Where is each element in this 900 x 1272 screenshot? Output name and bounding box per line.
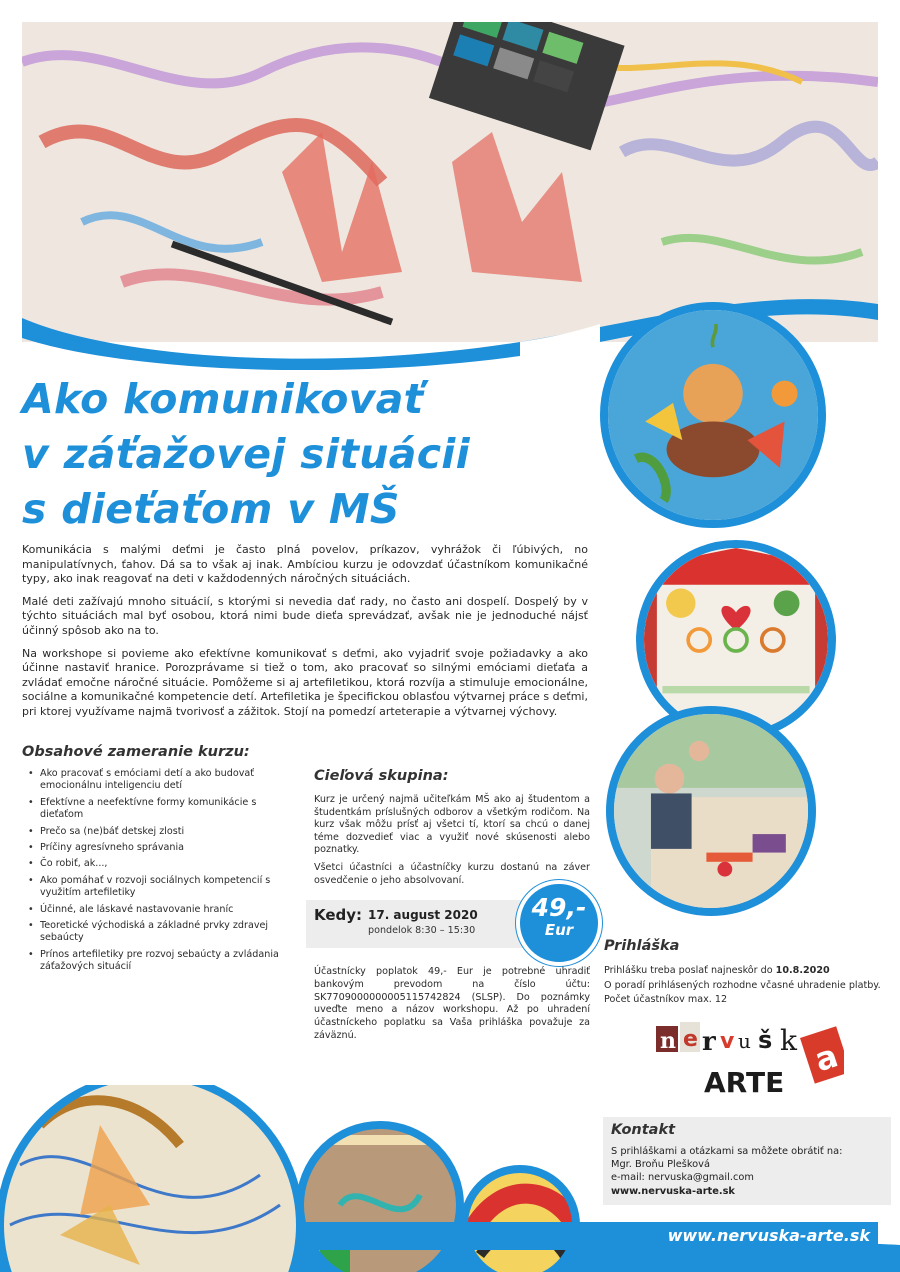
intro-paragraph-1: Komunikácia s malými deťmi je často plná povelov, príkazov, vyhrážok či ľúbivých, no manipulatívnych, ťahov. Dá sa to však aj inak. Ambíciou kurzu je odovzdať účastníkom komunikačné typy, ako inak reagovať na deti v každodenných náročných situáciách. [22, 543, 588, 586]
registration-order-note: O poradí prihlásených rozhodne včasné uhradenie platby. [604, 979, 881, 991]
list-item: • Príčiny agresívneho správania [26, 842, 286, 854]
price-currency: Eur [544, 921, 574, 939]
onion-painting-circle [600, 302, 826, 528]
content-list [26, 768, 286, 978]
list-item: • Prečo sa (ne)báť detskej zlosti [26, 826, 286, 838]
target-text [314, 794, 590, 892]
registration-text [604, 964, 894, 1008]
footer-bar [300, 1222, 878, 1250]
price-badge [516, 880, 602, 966]
logo-letter: n [660, 1028, 676, 1054]
list-item: • Ako pracovať s emóciami detí a ako budovať emocionálnu inteligenciu detí [26, 768, 286, 793]
footer-website-link[interactable]: www.nervuska-arte.sk [667, 1226, 870, 1245]
list-item: • Teoretické východiská a základné prvky zdravej sebaúcty [26, 920, 286, 945]
children-classroom-circle [606, 706, 816, 916]
list-item: • Čo robiť, ak..., [26, 858, 286, 870]
logo-subtitle: ARTE [704, 1066, 785, 1098]
fee-text: Účastnícky poplatok 49,- Eur je potrebné uhradiť bankovým prevodom na číslo účtu: SK7709000000005115742824 (SLSP). Do poznámky uveďte meno a názov workshopu. Až po uhradení účastníckeho poplatku sa Vaša prihláška považuje za záväznú. [314, 966, 590, 1041]
contact-intro: S prihláškami a otázkami sa môžete obrátiť na: [611, 1146, 843, 1157]
event-date: 17. august 2020 [368, 908, 478, 922]
event-time: pondelok 8:30 – 15:30 [368, 925, 476, 936]
poster-title [22, 372, 602, 537]
logo-letter: r [702, 1027, 716, 1057]
content-heading: Obsahové zameranie kurzu: [22, 744, 250, 760]
contact-email[interactable]: e-mail: nervuska@gmail.com [611, 1172, 754, 1184]
registration-deadline-date: 10.8.2020 [775, 965, 830, 976]
logo-letter: v [720, 1029, 735, 1054]
title-line-3: s dieťaťom v MŠ [22, 485, 400, 533]
logo-letter: a [810, 1036, 843, 1080]
list-item: • Účinné, ale láskavé nastavovanie hraníc [26, 904, 286, 916]
logo-letter: u [738, 1029, 751, 1053]
target-heading: Cieľová skupina: [314, 768, 449, 784]
when-label: Kedy: [314, 906, 363, 924]
title-line-2: v záťažovej situácii [22, 430, 471, 478]
contact-heading: Kontakt [611, 1122, 676, 1138]
contact-name: Mgr. Broňu Plešková [611, 1159, 710, 1171]
when-box [306, 900, 542, 948]
list-item: • Ako pomáhať v rozvoji sociálnych kompetencií s využitím artefiletiky [26, 875, 286, 900]
logo-letter: e [683, 1027, 698, 1052]
list-item: • Prínos artefiletiky pre rozvoj sebaúcty a zvládania záťažových situácií [26, 949, 286, 974]
logo-letter: š [758, 1026, 773, 1054]
title-line-1: Ako komunikovať [22, 375, 424, 423]
registration-heading: Prihláška [604, 938, 680, 954]
logo-letter: k [780, 1024, 797, 1057]
target-paragraph-2: Všetci účastníci a účastníčky kurzu dostanú na záver osvedčenie o jeho absolvovaní. [314, 861, 590, 886]
list-item: • Efektívne a neefektívne formy komunikácie s dieťaťom [26, 797, 286, 822]
registration-deadline-label: Prihlášku treba poslať najneskôr do [604, 965, 776, 976]
price-amount: 49,- [531, 893, 587, 922]
target-paragraph-1: Kurz je určený najmä učiteľkám MŠ ako aj študentom a študentkám príslušných odborov a všetkým rodičom. Na kurz však môžu prísť aj všetci tí, ktorí sa chcú o danej téme dozvedieť viac a využiť nové skúsenosti alebo poznatky. [314, 794, 590, 856]
intro-text [22, 543, 588, 728]
contact-web-link[interactable]: www.nervuska-arte.sk [611, 1185, 735, 1197]
intro-paragraph-2: Malé deti zažívajú mnoho situácií, s ktorými si nevedia dať rady, no často ani dospelí. Dospelý by v týchto situáciách mal byť osobou, ktorá nimi bude dieťa sprevádzať, avšak nie je jednoduché nájsť účinný spôsob ako na to. [22, 594, 588, 637]
registration-capacity: Počet účastníkov max. 12 [604, 994, 728, 1006]
intro-paragraph-3: Na workshope si povieme ako efektívne komunikovať s deťmi, ako vyjadriť svoje požiadavky a ako účinne nastaviť hranice. Porozprávame si tiež o tom, ako pracovať so silnými emóciami dieťaťa a zvládať emočne náročné situácie. Pomôžeme si aj artefiletikou, ktorá rozvíja a stimuluje emocionálne, sociálne a komunikačné kompetencie detí. Artefiletika je špecifickou oblasťou výtvarnej práce s deťmi, pri ktorej využívame najmä tvorivosť a zážitok. Stojí na pomedzí arteterapie a výtvarnej výchovy. [22, 646, 588, 718]
